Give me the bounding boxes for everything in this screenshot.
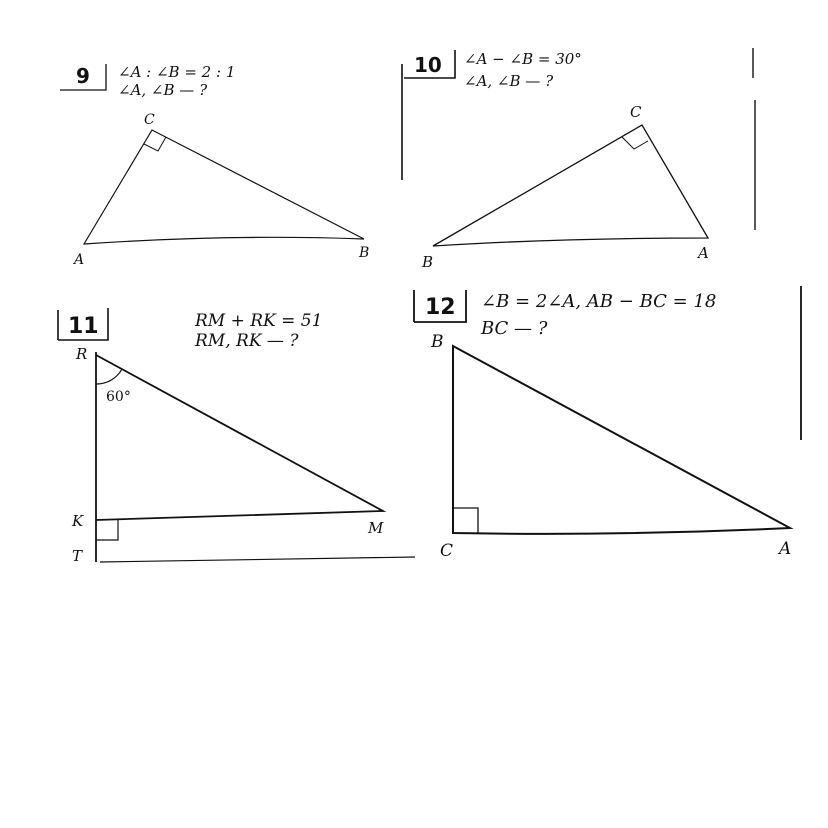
vertex-label-c: C bbox=[440, 541, 454, 561]
vertex-label-b: B bbox=[431, 332, 444, 352]
right-angle-mark bbox=[622, 137, 648, 149]
triangle-abc bbox=[84, 130, 364, 244]
page-edge bbox=[100, 557, 415, 562]
triangle-rkm bbox=[96, 355, 383, 520]
right-angle-mark bbox=[144, 137, 166, 151]
condition-line-2: RM, RK — ? bbox=[195, 331, 299, 351]
vertex-label-k: K bbox=[72, 512, 84, 530]
vertex-label-b: B bbox=[422, 253, 434, 271]
condition-line-1: ∠A − ∠B = 30° bbox=[464, 50, 582, 68]
condition-line-2: ∠A, ∠B — ? bbox=[464, 72, 554, 90]
angle-label: 60° bbox=[106, 389, 131, 405]
problem-number: 12 bbox=[425, 295, 456, 320]
condition-line-1: ∠A : ∠B = 2 : 1 bbox=[118, 63, 236, 81]
vertex-label-a: A bbox=[74, 252, 85, 268]
vertex-label-b: B bbox=[359, 245, 370, 261]
problem-11 bbox=[58, 308, 415, 565]
page-edge bbox=[753, 48, 755, 230]
vertex-label-c: C bbox=[144, 112, 155, 128]
triangle-abc bbox=[433, 125, 708, 246]
right-angle-mark bbox=[96, 520, 118, 540]
problem-9 bbox=[60, 63, 369, 268]
angle-arc bbox=[96, 369, 122, 384]
vertex-label-c: C bbox=[630, 103, 642, 121]
problem-number: 11 bbox=[68, 314, 99, 339]
right-angle-mark bbox=[453, 508, 478, 533]
condition-line-2: ∠A, ∠B — ? bbox=[118, 81, 208, 99]
vertex-label-r: R bbox=[76, 345, 88, 363]
problem-12 bbox=[414, 286, 801, 561]
vertex-label-t: T bbox=[72, 547, 83, 565]
problem-10 bbox=[402, 48, 755, 271]
problem-number: 10 bbox=[414, 53, 442, 77]
condition-line-1: RM + RK = 51 bbox=[195, 311, 323, 331]
vertex-label-a: A bbox=[698, 244, 709, 262]
vertex-label-a: A bbox=[779, 539, 792, 559]
condition-line-1: ∠B = 2∠A, AB − BC = 18 bbox=[481, 291, 717, 312]
condition-line-2: BC — ? bbox=[481, 318, 548, 339]
triangle-abc bbox=[453, 346, 790, 534]
problem-number: 9 bbox=[76, 64, 90, 88]
vertex-label-m: M bbox=[368, 519, 384, 537]
